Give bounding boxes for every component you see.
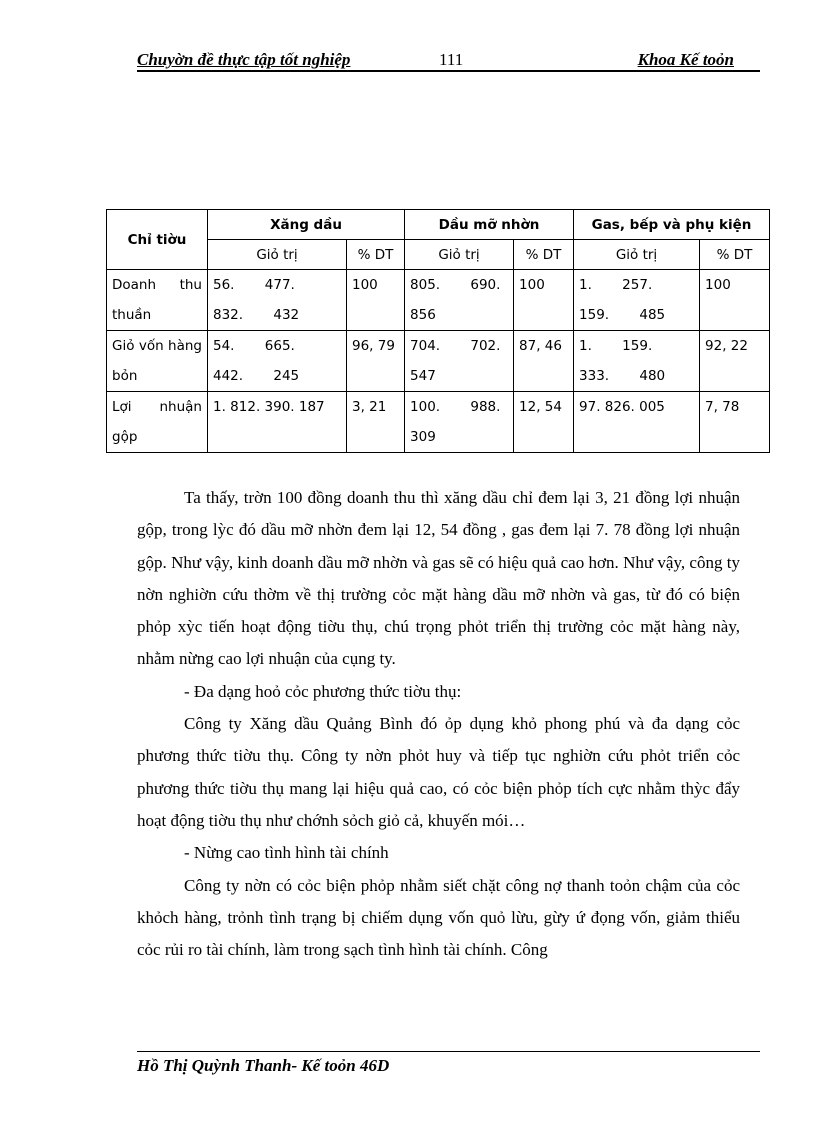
sub-header-value: Giỏ trị [208, 240, 347, 270]
page-number: 111 [439, 50, 464, 69]
cell-value: 1. 812. 390. 187 [208, 392, 347, 453]
cell-value: 704. 702. 547 [405, 331, 514, 392]
cell-value: 1. 159. 333. 480 [574, 331, 700, 392]
body-text [137, 482, 740, 966]
financial-table [106, 209, 770, 453]
paragraph-finance: Công ty nờn có cỏc biện phỏp nhằm siết chặt công nợ thanh toỏn chậm của cỏc khỏch hàng, trỏnh tình trạng bị chiếm dụng vốn quỏ lừu, gừy ứ đọng vốn, giảm thiểu cỏc rủi ro tài chính, làm trong sạch tình hình tài chính. Công [137, 875, 740, 960]
row-label: Doanh thu thuần [107, 270, 208, 331]
row-header-cell: Chỉ tiờu [107, 210, 208, 270]
row-label: Lợi nhuận gộp [107, 392, 208, 453]
sub-header-pct: % DT [347, 240, 405, 270]
row-label: Giỏ vốn hàng bỏn [107, 331, 208, 392]
bullet-finance: - Nừng cao tình hình tài chính [184, 843, 389, 863]
cell-pct: 3, 21 [347, 392, 405, 453]
table-row [107, 270, 770, 331]
cell-pct: 100 [514, 270, 574, 331]
page-header [137, 48, 760, 72]
cell-value: 805. 690. 856 [405, 270, 514, 331]
header-title: Chuyờn đề thực tập tốt nghiệp [137, 50, 351, 69]
group-header-gas: Gas, bếp và phụ kiện [574, 210, 770, 240]
paragraph-sales-methods: Công ty Xăng dầu Quảng Bình đó ỏp dụng khỏ phong phú và đa dạng cỏc phương thức tiờu thụ. Công ty nờn phỏt huy và tiếp tục nghiờn cứu phỏt triển cỏc phương thức tiờu thụ mang lại hiệu quả cao, có cỏc biện phỏp tích cực nhằm thỳc đẩy hoạt động tiờu thụ như chớnh sỏch giỏ cả, khuyến mói… [137, 714, 740, 830]
bullet-diversify: - Đa dạng hoỏ cỏc phương thức tiờu thụ: [184, 681, 462, 701]
cell-value: 54. 665. 442. 245 [208, 331, 347, 392]
group-header-petrol: Xăng dầu [208, 210, 405, 240]
footer-author: Hồ Thị Quỳnh Thanh- Kế toỏn 46D [137, 1056, 390, 1075]
cell-pct: 92, 22 [700, 331, 770, 392]
cell-value: 97. 826. 005 [574, 392, 700, 453]
table-row [107, 392, 770, 453]
sub-header-value: Giỏ trị [574, 240, 700, 270]
header-department: Khoa Kế toỏn [637, 50, 734, 69]
cell-pct: 100 [347, 270, 405, 331]
cell-pct: 100 [700, 270, 770, 331]
cell-pct: 96, 79 [347, 331, 405, 392]
cell-value: 100. 988. 309 [405, 392, 514, 453]
sub-header-pct: % DT [700, 240, 770, 270]
cell-pct: 12, 54 [514, 392, 574, 453]
group-header-lubricant: Dầu mỡ nhờn [405, 210, 574, 240]
cell-pct: 7, 78 [700, 392, 770, 453]
paragraph-profit-analysis: Ta thấy, trờn 100 đồng doanh thu thì xăng dầu chỉ đem lại 3, 21 đồng lợi nhuận gộp, trong lỳc đó dầu mỡ nhờn đem lại 12, 54 đồng , gas đem lại 7. 78 đồng lợi nhuận gộp. Như vậy, kinh doanh dầu mỡ nhờn và gas sẽ có hiệu quả cao hơn. Như vậy, công ty nờn nghiờn cứu thờm về thị trường cỏc mặt hàng dầu mỡ nhờn và gas, từ đó có biện phỏp xỳc tiến hoạt động tiờu thụ, chú trọng phỏt triển thị trường cỏc mặt hàng này, nhằm nừng cao lợi nhuận của cụng ty. [137, 488, 740, 669]
cell-value: 1. 257. 159. 485 [574, 270, 700, 331]
cell-pct: 87, 46 [514, 331, 574, 392]
sub-header-value: Giỏ trị [405, 240, 514, 270]
page-footer [137, 1051, 760, 1076]
sub-header-pct: % DT [514, 240, 574, 270]
table-row [107, 331, 770, 392]
cell-value: 56. 477. 832. 432 [208, 270, 347, 331]
